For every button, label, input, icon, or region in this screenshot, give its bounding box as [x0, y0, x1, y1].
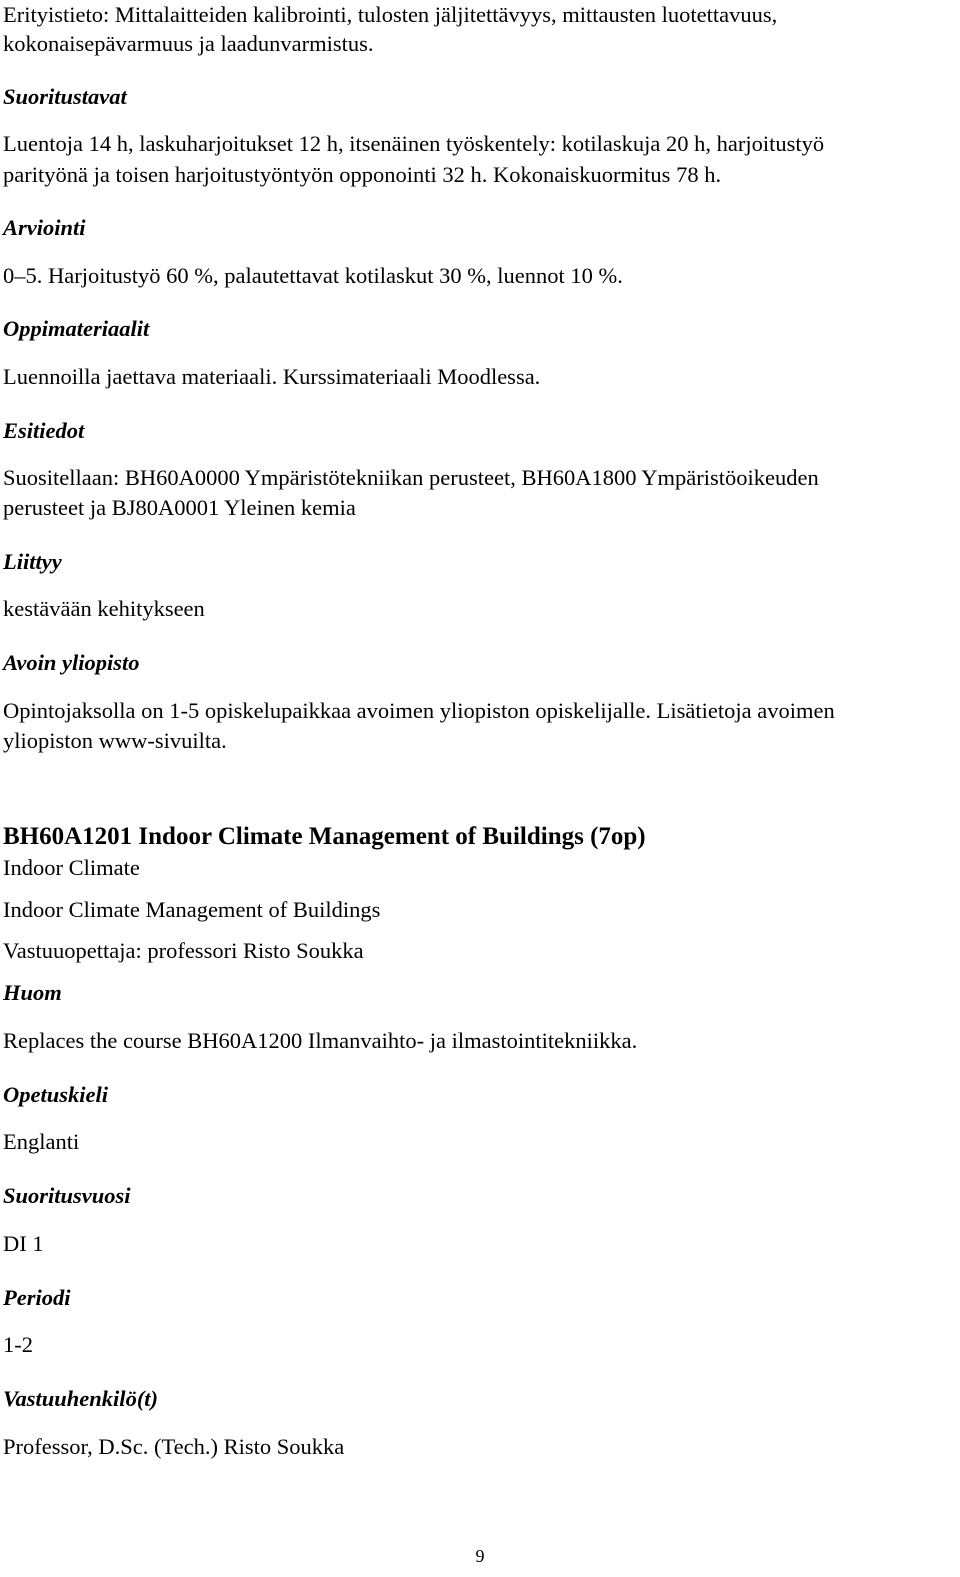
opetuskieli-heading: Opetuskieli	[3, 1082, 108, 1107]
esitiedot-line-1: Suositellaan: BH60A0000 Ympäristötekniikan perusteet, BH60A1800 Ympäristöoikeuden	[3, 465, 819, 490]
liittyy-heading: Liittyy	[3, 549, 62, 574]
esitiedot-heading: Esitiedot	[3, 418, 85, 443]
esitiedot-line-2: perusteet ja BJ80A0001 Yleinen kemia	[3, 495, 356, 520]
liittyy-text: kestävään kehitykseen	[3, 596, 205, 621]
arviointi-heading: Arviointi	[3, 215, 86, 240]
course-title: BH60A1201 Indoor Climate Management of Buildings (7op)	[3, 823, 646, 850]
opetuskieli-text: Englanti	[3, 1129, 80, 1154]
erityistieto-line-1: Erityistieto: Mittalaitteiden kalibrointi, tulosten jäljitettävyys, mittausten luotettavuus,	[3, 2, 778, 27]
suoritustavat-line-2: parityönä ja toisen harjoitustyöntyön opponointi 32 h. Kokonaiskuormitus 78 h.	[3, 162, 722, 187]
course-subtitle: Indoor Climate	[3, 855, 140, 880]
erityistieto-line-2: kokonaisepävarmuus ja laadunvarmistus.	[3, 31, 374, 56]
course-teacher: Vastuuopettaja: professori Risto Soukka	[3, 938, 364, 963]
oppimateriaalit-heading: Oppimateriaalit	[3, 316, 150, 341]
suoritustavat-heading: Suoritustavat	[3, 84, 127, 109]
course-name: Indoor Climate Management of Buildings	[3, 897, 381, 922]
huom-heading: Huom	[3, 980, 62, 1005]
periodi-heading: Periodi	[3, 1285, 71, 1310]
page-number: 9	[475, 1546, 485, 1566]
suoritusvuosi-heading: Suoritusvuosi	[3, 1183, 131, 1208]
avoin-yliopisto-line-1: Opintojaksolla on 1-5 opiskelupaikkaa avoimen yliopiston opiskelijalle. Lisätietoja avoimen	[3, 698, 835, 723]
suoritustavat-line-1: Luentoja 14 h, laskuharjoitukset 12 h, itsenäinen työskentely: kotilaskuja 20 h, harjoitustyö	[3, 131, 825, 156]
avoin-yliopisto-heading: Avoin yliopisto	[3, 650, 140, 675]
suoritusvuosi-text: DI 1	[3, 1231, 44, 1256]
periodi-text: 1-2	[3, 1332, 33, 1357]
avoin-yliopisto-line-2: yliopiston www-sivuilta.	[3, 728, 227, 753]
vastuuhenkilo-text: Professor, D.Sc. (Tech.) Risto Soukka	[3, 1434, 345, 1459]
oppimateriaalit-text: Luennoilla jaettava materiaali. Kurssimateriaali Moodlessa.	[3, 364, 541, 389]
arviointi-text: 0–5. Harjoitustyö 60 %, palautettavat kotilaskut 30 %, luennot 10 %.	[3, 263, 623, 288]
vastuuhenkilo-heading: Vastuuhenkilö(t)	[3, 1386, 159, 1411]
huom-text: Replaces the course BH60A1200 Ilmanvaihto- ja ilmastointitekniikka.	[3, 1028, 638, 1053]
